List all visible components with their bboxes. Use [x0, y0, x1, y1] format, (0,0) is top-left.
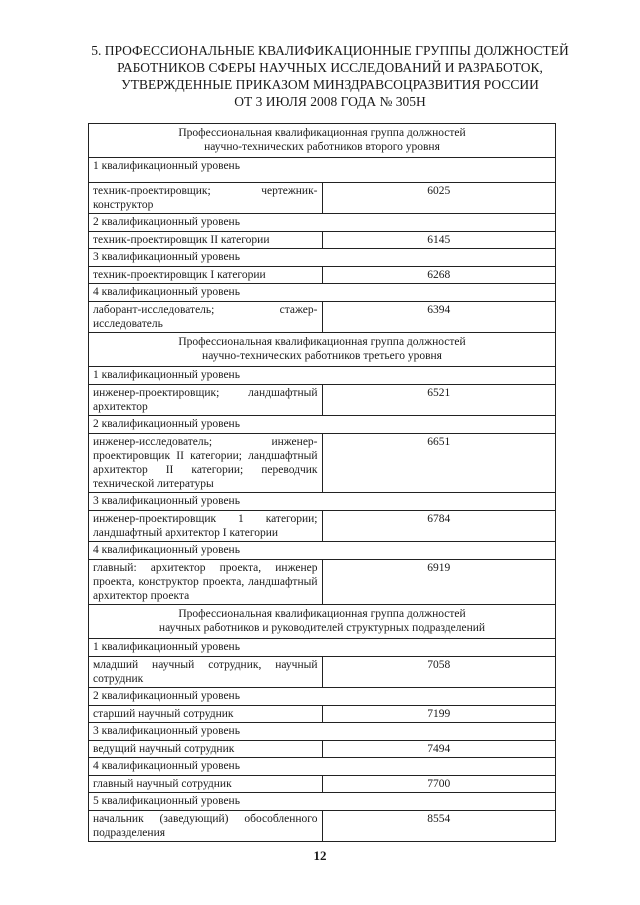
salary-table-body [89, 124, 556, 842]
level-label: 3 квалификационный уровень [89, 723, 556, 741]
position-row [89, 706, 556, 723]
page-number: 12 [313, 848, 327, 863]
salary-cell: 7494 [322, 741, 556, 758]
position-row [89, 267, 556, 284]
heading-line: 5. ПРОФЕССИОНАЛЬНЫЕ КВАЛИФИКАЦИОННЫЕ ГРУППЫ ДОЛЖНОСТЕЙ [91, 43, 569, 58]
positions-cell: главный научный сотрудник [89, 776, 323, 793]
document-heading [70, 42, 590, 110]
group-title-line: научно-технических работников второго уровня [204, 141, 440, 153]
level-label: 5 квалификационный уровень [89, 793, 556, 811]
level-row [89, 639, 556, 657]
level-label: 1 квалификационный уровень [89, 367, 556, 385]
group-title [89, 124, 556, 158]
heading-line: РАБОТНИКОВ СФЕРЫ НАУЧНЫХ ИССЛЕДОВАНИЙ И РАЗРАБОТОК, [117, 60, 543, 75]
group-title-line: Профессиональная квалификационная группа должностей [178, 336, 466, 348]
level-label: 1 квалификационный уровень [89, 158, 556, 183]
group-title [89, 605, 556, 639]
group-title-line: научных работников и руководителей структурных подразделений [158, 622, 486, 634]
level-row [89, 249, 556, 267]
salary-cell: 7199 [322, 706, 556, 723]
salary-cell: 6651 [322, 434, 556, 493]
positions-cell: главный: архитектор проекта, инженер проекта, конструктор проекта, ландшафтный архитектор проекта [89, 560, 323, 605]
salary-cell: 6145 [322, 232, 556, 249]
level-row [89, 214, 556, 232]
salary-cell: 6268 [322, 267, 556, 284]
level-label: 3 квалификационный уровень [89, 249, 556, 267]
salary-cell: 7700 [322, 776, 556, 793]
salary-cell: 6394 [322, 302, 556, 333]
group-title [89, 333, 556, 367]
level-row [89, 758, 556, 776]
positions-cell: техник-проектировщик; чертежник-конструктор [89, 183, 323, 214]
heading-line: ОТ 3 ИЮЛЯ 2008 ГОДА № 305Н [234, 94, 426, 109]
level-label: 1 квалификационный уровень [89, 639, 556, 657]
positions-cell: инженер-проектировщик 1 категории; ландшафтный архитектор I категории [89, 511, 323, 542]
level-row [89, 723, 556, 741]
position-row [89, 511, 556, 542]
group-title-line: Профессиональная квалификационная группа должностей [178, 608, 466, 620]
level-label: 4 квалификационный уровень [89, 758, 556, 776]
salary-cell: 6025 [322, 183, 556, 214]
positions-cell: младший научный сотрудник, научный сотрудник [89, 657, 323, 688]
positions-cell: начальник (заведующий) обособленного подразделения [89, 811, 323, 842]
level-label: 4 квалификационный уровень [89, 284, 556, 302]
position-row [89, 811, 556, 842]
position-row [89, 560, 556, 605]
position-row [89, 434, 556, 493]
position-row [89, 183, 556, 214]
level-row [89, 416, 556, 434]
positions-cell: инженер-проектировщик; ландшафтный архитектор [89, 385, 323, 416]
position-row [89, 776, 556, 793]
position-row [89, 741, 556, 758]
positions-cell: старший научный сотрудник [89, 706, 323, 723]
salary-cell: 8554 [322, 811, 556, 842]
salary-table [88, 123, 556, 842]
salary-cell: 6784 [322, 511, 556, 542]
position-row [89, 657, 556, 688]
positions-cell: инженер-исследователь; инженер-проектировщик II категории; ландшафтный архитектор II категории; переводчик технической литературы [89, 434, 323, 493]
group-title-line: Профессиональная квалификационная группа должностей [178, 127, 466, 139]
level-label: 3 квалификационный уровень [89, 493, 556, 511]
group-header-row [89, 605, 556, 639]
group-title-line: научно-технических работников третьего уровня [202, 350, 442, 362]
positions-cell: техник-проектировщик I категории [89, 267, 323, 284]
positions-cell: техник-проектировщик II категории [89, 232, 323, 249]
level-row [89, 793, 556, 811]
position-row [89, 385, 556, 416]
group-header-row [89, 124, 556, 158]
level-row [89, 284, 556, 302]
level-row [89, 542, 556, 560]
level-label: 2 квалификационный уровень [89, 214, 556, 232]
position-row [89, 232, 556, 249]
level-row [89, 367, 556, 385]
position-row [89, 302, 556, 333]
level-label: 4 квалификационный уровень [89, 542, 556, 560]
salary-cell: 7058 [322, 657, 556, 688]
heading-line: УТВЕРЖДЕННЫЕ ПРИКАЗОМ МИНЗДРАВСОЦРАЗВИТИЯ РОССИИ [121, 77, 539, 92]
salary-cell: 6521 [322, 385, 556, 416]
level-row [89, 158, 556, 183]
salary-cell: 6919 [322, 560, 556, 605]
level-row [89, 688, 556, 706]
level-label: 2 квалификационный уровень [89, 688, 556, 706]
positions-cell: лаборант-исследователь; стажер-исследователь [89, 302, 323, 333]
positions-cell: ведущий научный сотрудник [89, 741, 323, 758]
level-label: 2 квалификационный уровень [89, 416, 556, 434]
level-row [89, 493, 556, 511]
group-header-row [89, 333, 556, 367]
